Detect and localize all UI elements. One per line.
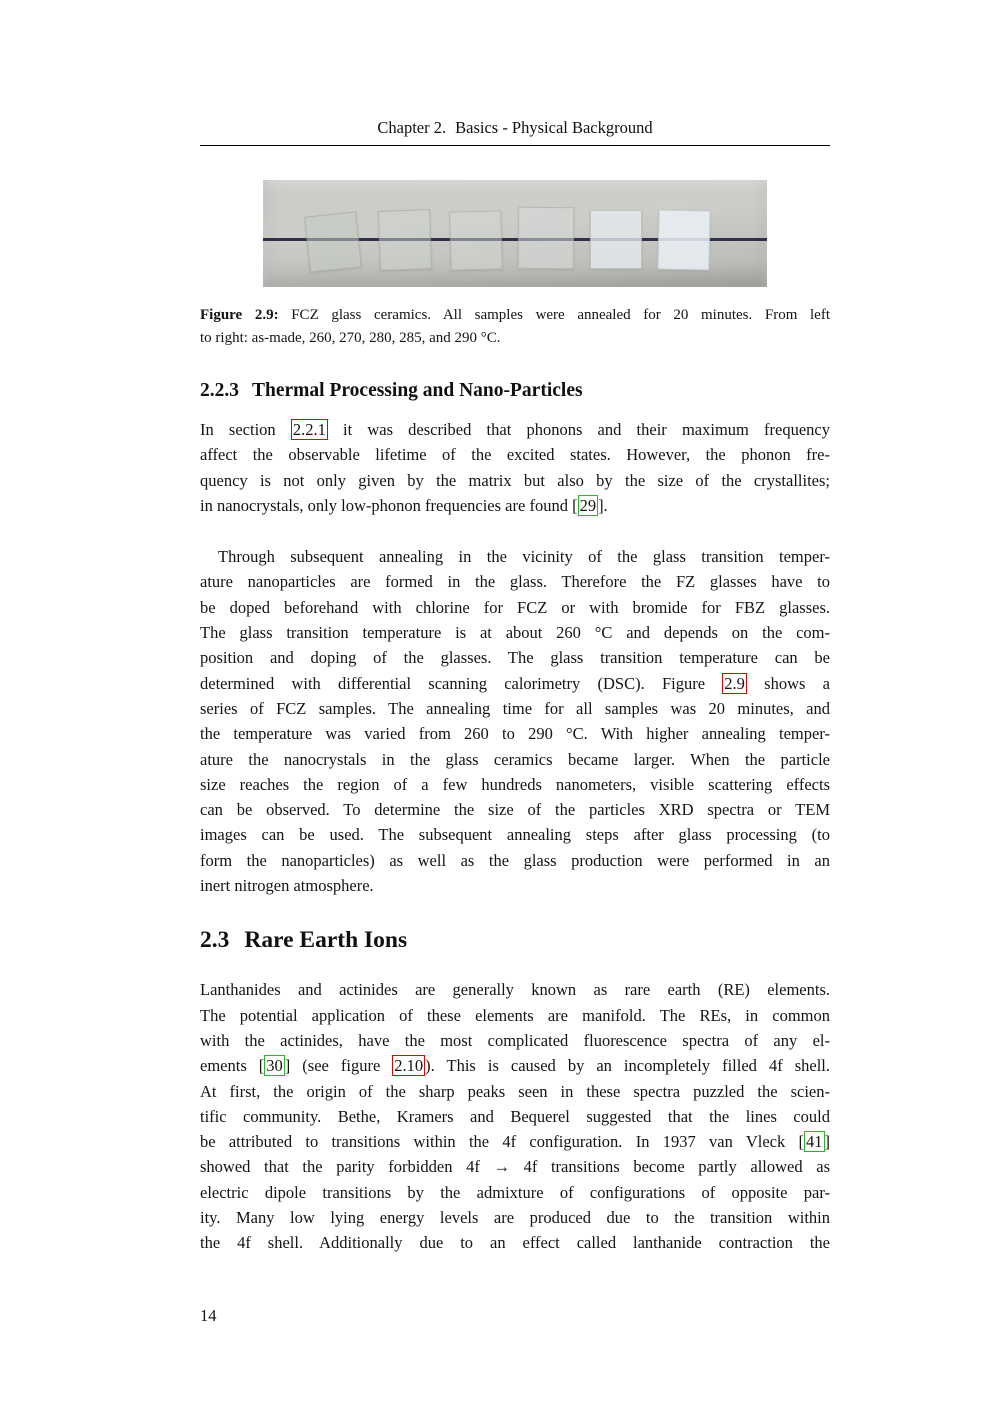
text-line [200,569,830,594]
text-run: inert nitrogen atmosphere. [200,876,374,896]
text-line [200,772,830,797]
internal-ref-link[interactable]: 2.10 [394,1056,424,1076]
header-rule [200,145,830,146]
text-line [200,1129,830,1154]
text-run: ] (see figure [284,1056,393,1076]
text-run: images can be used. The subsequent annealing steps after glass processing (to [200,825,830,845]
text-line [200,1079,830,1104]
text-run: tific community. Bethe, Kramers and Bequerel suggested that the lines could [200,1106,830,1126]
bold-text-run: Figure 2.9: [200,307,279,323]
text-line [200,304,830,327]
text-line [200,721,830,746]
glass-sample-as-made [304,211,362,272]
paragraph-rare-earth [200,977,830,1255]
internal-ref-link[interactable]: 2.9 [724,673,745,693]
section-number: 2.3 [200,927,230,954]
text-run: the 4f shell. Additionally due to an effect called lanthanide contraction the [200,1233,830,1253]
glass-sample-290-c [657,209,710,270]
text-run: with the actinides, have the most complicated fluorescence spectra of any el- [200,1030,830,1050]
text-run: ] [824,1132,830,1152]
text-line [200,797,830,822]
paragraph-phonons [200,417,830,518]
internal-ref-link[interactable]: 2.2.1 [292,420,326,439]
text-run: ements [ [200,1056,265,1076]
text-run: series of FCZ samples. The annealing time for all samples was 20 minutes, and [200,698,830,718]
text-run: Through subsequent annealing in the vicinity of the glass transition temper- [218,547,830,567]
text-run: electric dipole transitions by the admixture of configurations of opposite par- [200,1182,830,1202]
text-line [200,468,830,493]
text-run: In section [200,420,291,439]
section-title: Rare Earth Ions [244,927,408,954]
text-line [200,747,830,772]
section-title: Thermal Processing and Nano-Particles [252,380,583,401]
text-run: shows a [746,673,830,693]
glass-sample-280-c [518,207,575,269]
text-run: ature nanoparticles are formed in the glass. Therefore the FZ glasses have to [200,572,830,592]
text-run: ). This is caused by an incompletely filled 4f shell. [425,1056,830,1076]
text-line [200,1205,830,1230]
section-heading-2-2-3 [200,380,830,402]
text-line [200,1180,830,1205]
text-run: ity. Many low lying energy levels are produced due to the transition within [200,1208,830,1228]
text-run: in nanocrystals, only low-phonon frequencies are found [ [200,495,578,515]
text-line [200,696,830,721]
text-run: ]. [598,495,608,515]
glass-sample-260-c [378,209,432,271]
text-run: it was described that phonons and their maximum frequency [327,420,830,439]
text-run: ature the nanocrystals in the glass ceramics became larger. When the particle [200,749,830,769]
text-line [200,977,830,1002]
text-run: position and doping of the glasses. The glass transition temperature can be [200,648,830,668]
text-line [200,1104,830,1129]
figure-caption [200,304,830,349]
chapter-title: Basics - Physical Background [455,118,653,137]
page-number: 14 [200,1306,217,1325]
paragraph-annealing [200,544,830,898]
text-run: At first, the origin of the sharp peaks seen in these spectra puzzled the scien- [200,1081,830,1101]
section-number: 2.2.3 [200,380,239,401]
text-line [200,873,830,898]
citation-link[interactable]: 29 [579,495,597,515]
text-run: to right: as-made, 260, 270, 280, 285, and 290 °C. [200,329,501,346]
section-heading-2-3 [200,927,830,954]
text-line [200,493,830,518]
chapter-number: Chapter 2. [377,118,447,137]
text-run: showed that the parity forbidden 4f → 4f transitions become partly allowed as [200,1157,830,1177]
glass-sample-270-c [449,210,503,270]
text-run: determined with differential scanning calorimetry (DSC). Figure [200,673,723,693]
running-header [200,0,830,138]
text-run: FCZ glass ceramics. All samples were annealed for 20 minutes. From left [278,307,830,323]
text-line [200,327,830,350]
text-line [200,848,830,873]
citation-link[interactable]: 30 [266,1056,283,1076]
text-run: form the nanoparticles) as well as the glass production were performed in an [200,850,830,870]
text-line [200,595,830,620]
text-line [200,822,830,847]
text-line [200,442,830,467]
text-run: can be observed. To determine the size of the particles XRD spectra or TEM [200,800,830,820]
text-run: the temperature was varied from 260 to 290 °C. With higher annealing temper- [200,724,830,744]
text-run: be attributed to transitions within the 4f configuration. In 1937 van Vleck [ [200,1132,804,1152]
figure-photo [263,180,767,287]
figure-2-9 [200,180,830,349]
text-line [200,1154,830,1179]
text-run: quency is not only given by the matrix but also by the size of the crystallites; [200,470,830,490]
text-line [200,645,830,670]
text-line [200,417,830,442]
text-line [200,1028,830,1053]
text-run: The glass transition temperature is at about 260 °C and depends on the com- [200,623,830,643]
glass-sample-285-c [590,210,642,269]
text-line [200,620,830,645]
text-line [200,671,830,696]
text-line [200,544,830,569]
text-run: be doped beforehand with chlorine for FCZ or with bromide for FBZ glasses. [200,597,830,617]
text-run: Lanthanides and actinides are generally known as rare earth (RE) elements. [200,980,830,1000]
text-run: The potential application of these elements are manifold. The REs, in common [200,1005,830,1025]
citation-link[interactable]: 41 [806,1132,823,1152]
text-line [200,1230,830,1255]
text-run: size reaches the region of a few hundreds nanometers, visible scattering effects [200,774,830,794]
text-line [200,1003,830,1028]
text-run: affect the observable lifetime of the excited states. However, the phonon fre- [200,445,830,465]
text-line [200,1053,830,1078]
